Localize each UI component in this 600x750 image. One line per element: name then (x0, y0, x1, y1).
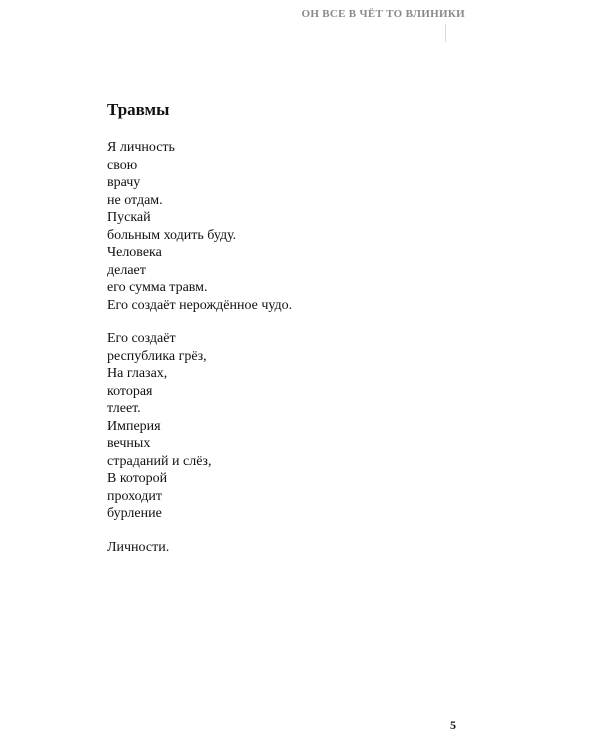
poem-line: В которой (107, 471, 168, 486)
page-number: 5 (450, 718, 456, 732)
poem-line: Его создаёт (107, 331, 176, 346)
poem-line: свою (107, 157, 138, 173)
poem-line: Его создаёт нерождённое чудо. (107, 297, 293, 313)
poem-line: вечных (107, 436, 151, 451)
running-head: ОН ВСЕ В ЧЁТ ТО ВЛИНИКИ (301, 8, 465, 20)
poem-line: которая (107, 383, 153, 399)
poem-line: Пускай (107, 210, 151, 225)
poem-line: Я личность (107, 140, 175, 155)
poem-line: бурление (107, 506, 162, 521)
poem-line: На глазах, (107, 366, 168, 381)
stanza-1 (107, 139, 292, 314)
poem-line: не отдам. (107, 192, 163, 208)
poem-line: Империя (107, 418, 161, 434)
poem-line: проходит (107, 488, 162, 504)
poem-line: делает (107, 262, 146, 278)
poem-line: Человека (107, 245, 162, 260)
poem-title: Травмы (107, 100, 170, 119)
poem-body (107, 139, 292, 572)
poem-line: врачу (107, 175, 141, 190)
stanza-2 (107, 330, 292, 523)
stanza-3 (107, 539, 292, 557)
header-rule (445, 24, 446, 42)
poem-line: страданий и слёз, (107, 453, 212, 469)
poem-line: республика грёз, (107, 348, 207, 364)
poem-line: тлеет. (107, 401, 141, 416)
poem-line: больным ходить буду. (107, 227, 237, 243)
poem-line: его сумма травм. (107, 280, 208, 295)
poem-line: Личности. (107, 539, 170, 555)
